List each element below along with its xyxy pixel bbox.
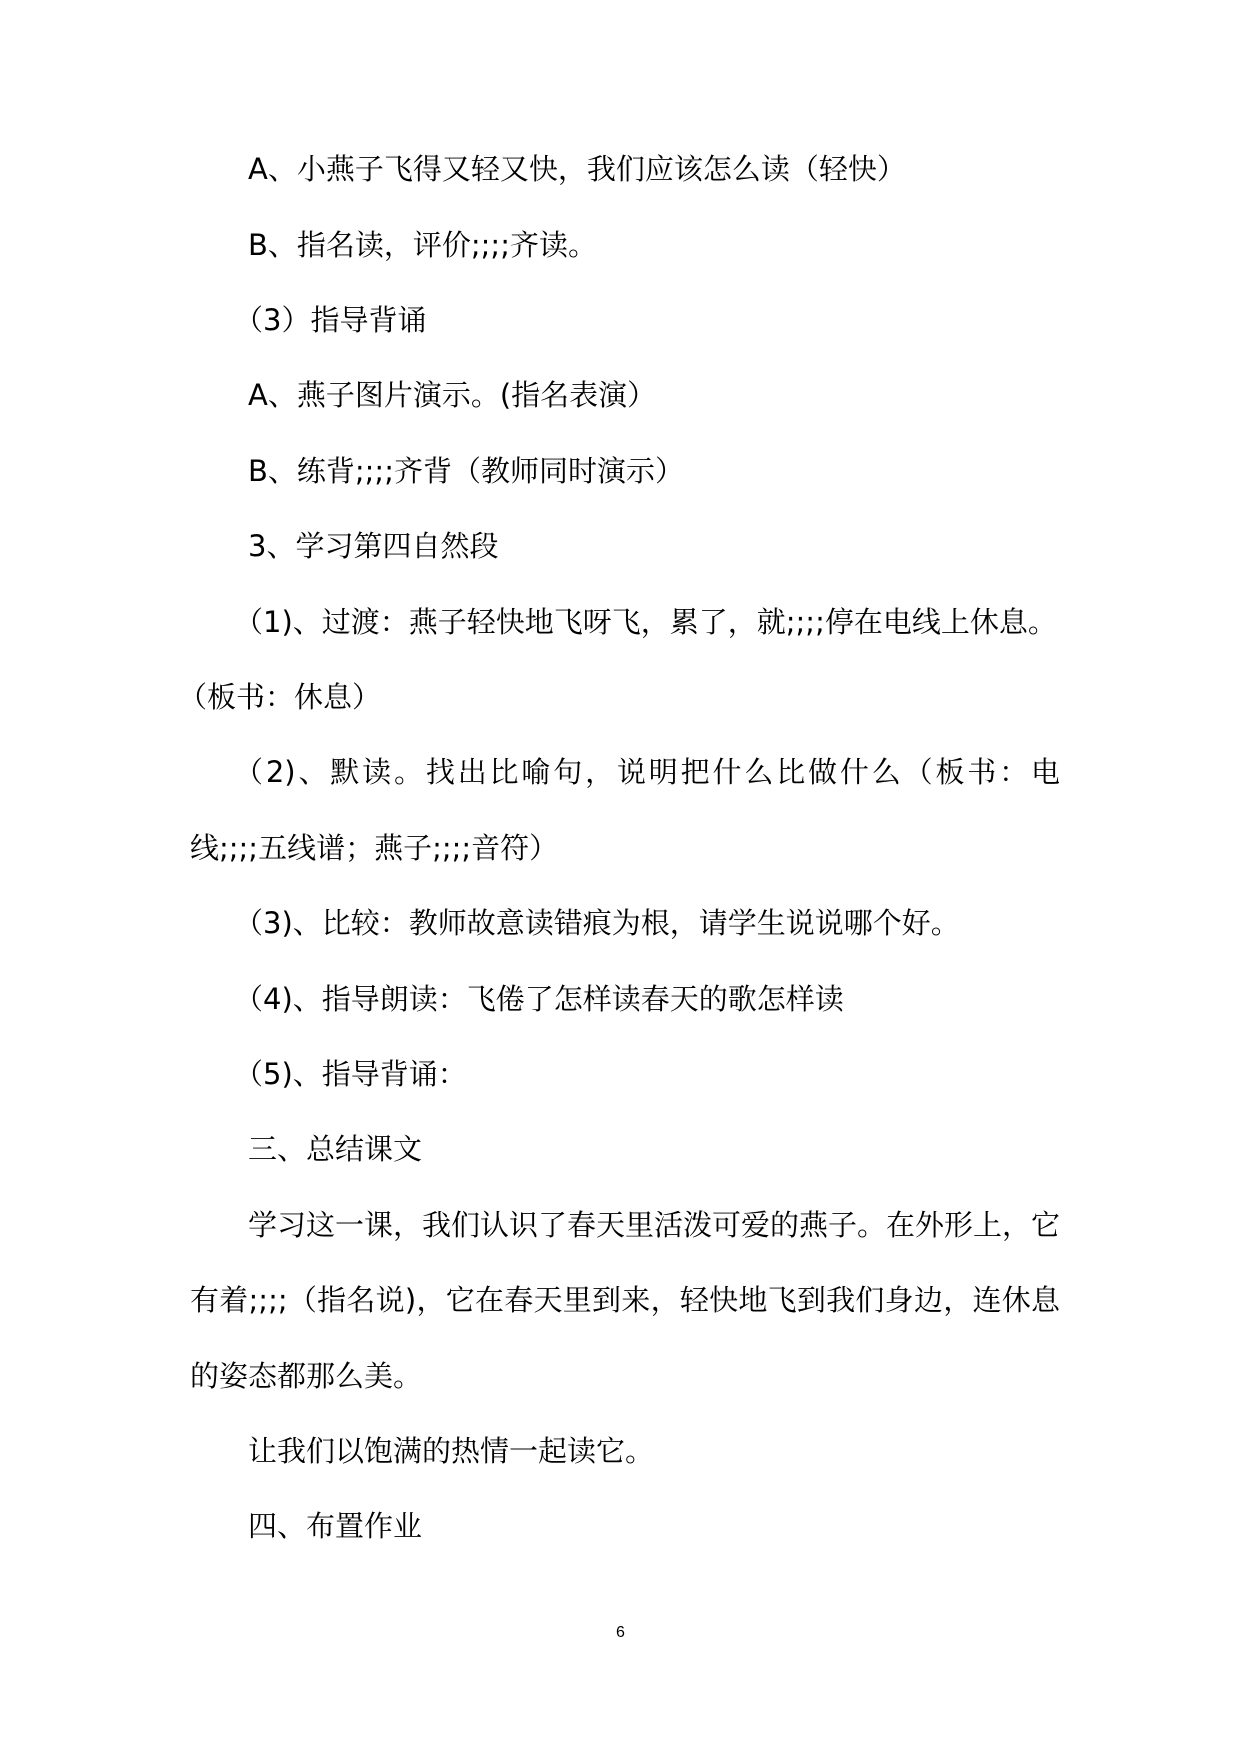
section-heading: 四、布置作业 (248, 1509, 423, 1543)
text-line: 线;;;;五线谱；燕子;;;;音符） (190, 831, 559, 865)
text-line: 有着;;;;（指名说)，它在春天里到来，轻快地飞到我们身边，连休息 (190, 1283, 1060, 1317)
text-line: A、小燕子飞得又轻又快，我们应该怎么读（轻快） (248, 152, 906, 186)
text-line: B、指名读，评价;;;;齐读。 (248, 228, 597, 262)
text-line: （5)、指导背诵： (234, 1057, 467, 1091)
text-line: 学习这一课，我们认识了春天里活泼可爱的燕子。在外形上，它 (248, 1208, 1061, 1242)
section-heading: 三、总结课文 (248, 1132, 423, 1166)
text-line: （4)、指导朗读：飞倦了怎样读春天的歌怎样读 (234, 982, 844, 1016)
text-line: （1)、过渡：燕子轻快地飞呀飞，累了，就;;;;停在电线上休息。 (234, 605, 1057, 639)
page-number: 6 (616, 1624, 625, 1641)
text-line: （板书：休息） (178, 680, 382, 714)
text-line: B、练背;;;;齐背（教师同时演示） (248, 454, 684, 488)
text-line: （3）指导背诵 (234, 303, 427, 337)
text-line: 3、学习第四自然段 (248, 529, 499, 563)
text-line: 的姿态都那么美。 (190, 1359, 423, 1393)
text-line: 让我们以饱满的热情一起读它。 (248, 1434, 655, 1468)
text-line: （2)、默读。找出比喻句，说明把什么比做什么（板书：电 (234, 755, 1060, 789)
text-line: A、燕子图片演示。(指名表演） (248, 378, 657, 412)
text-line: （3)、比较：教师故意读错痕为根，请学生说说哪个好。 (234, 906, 960, 940)
